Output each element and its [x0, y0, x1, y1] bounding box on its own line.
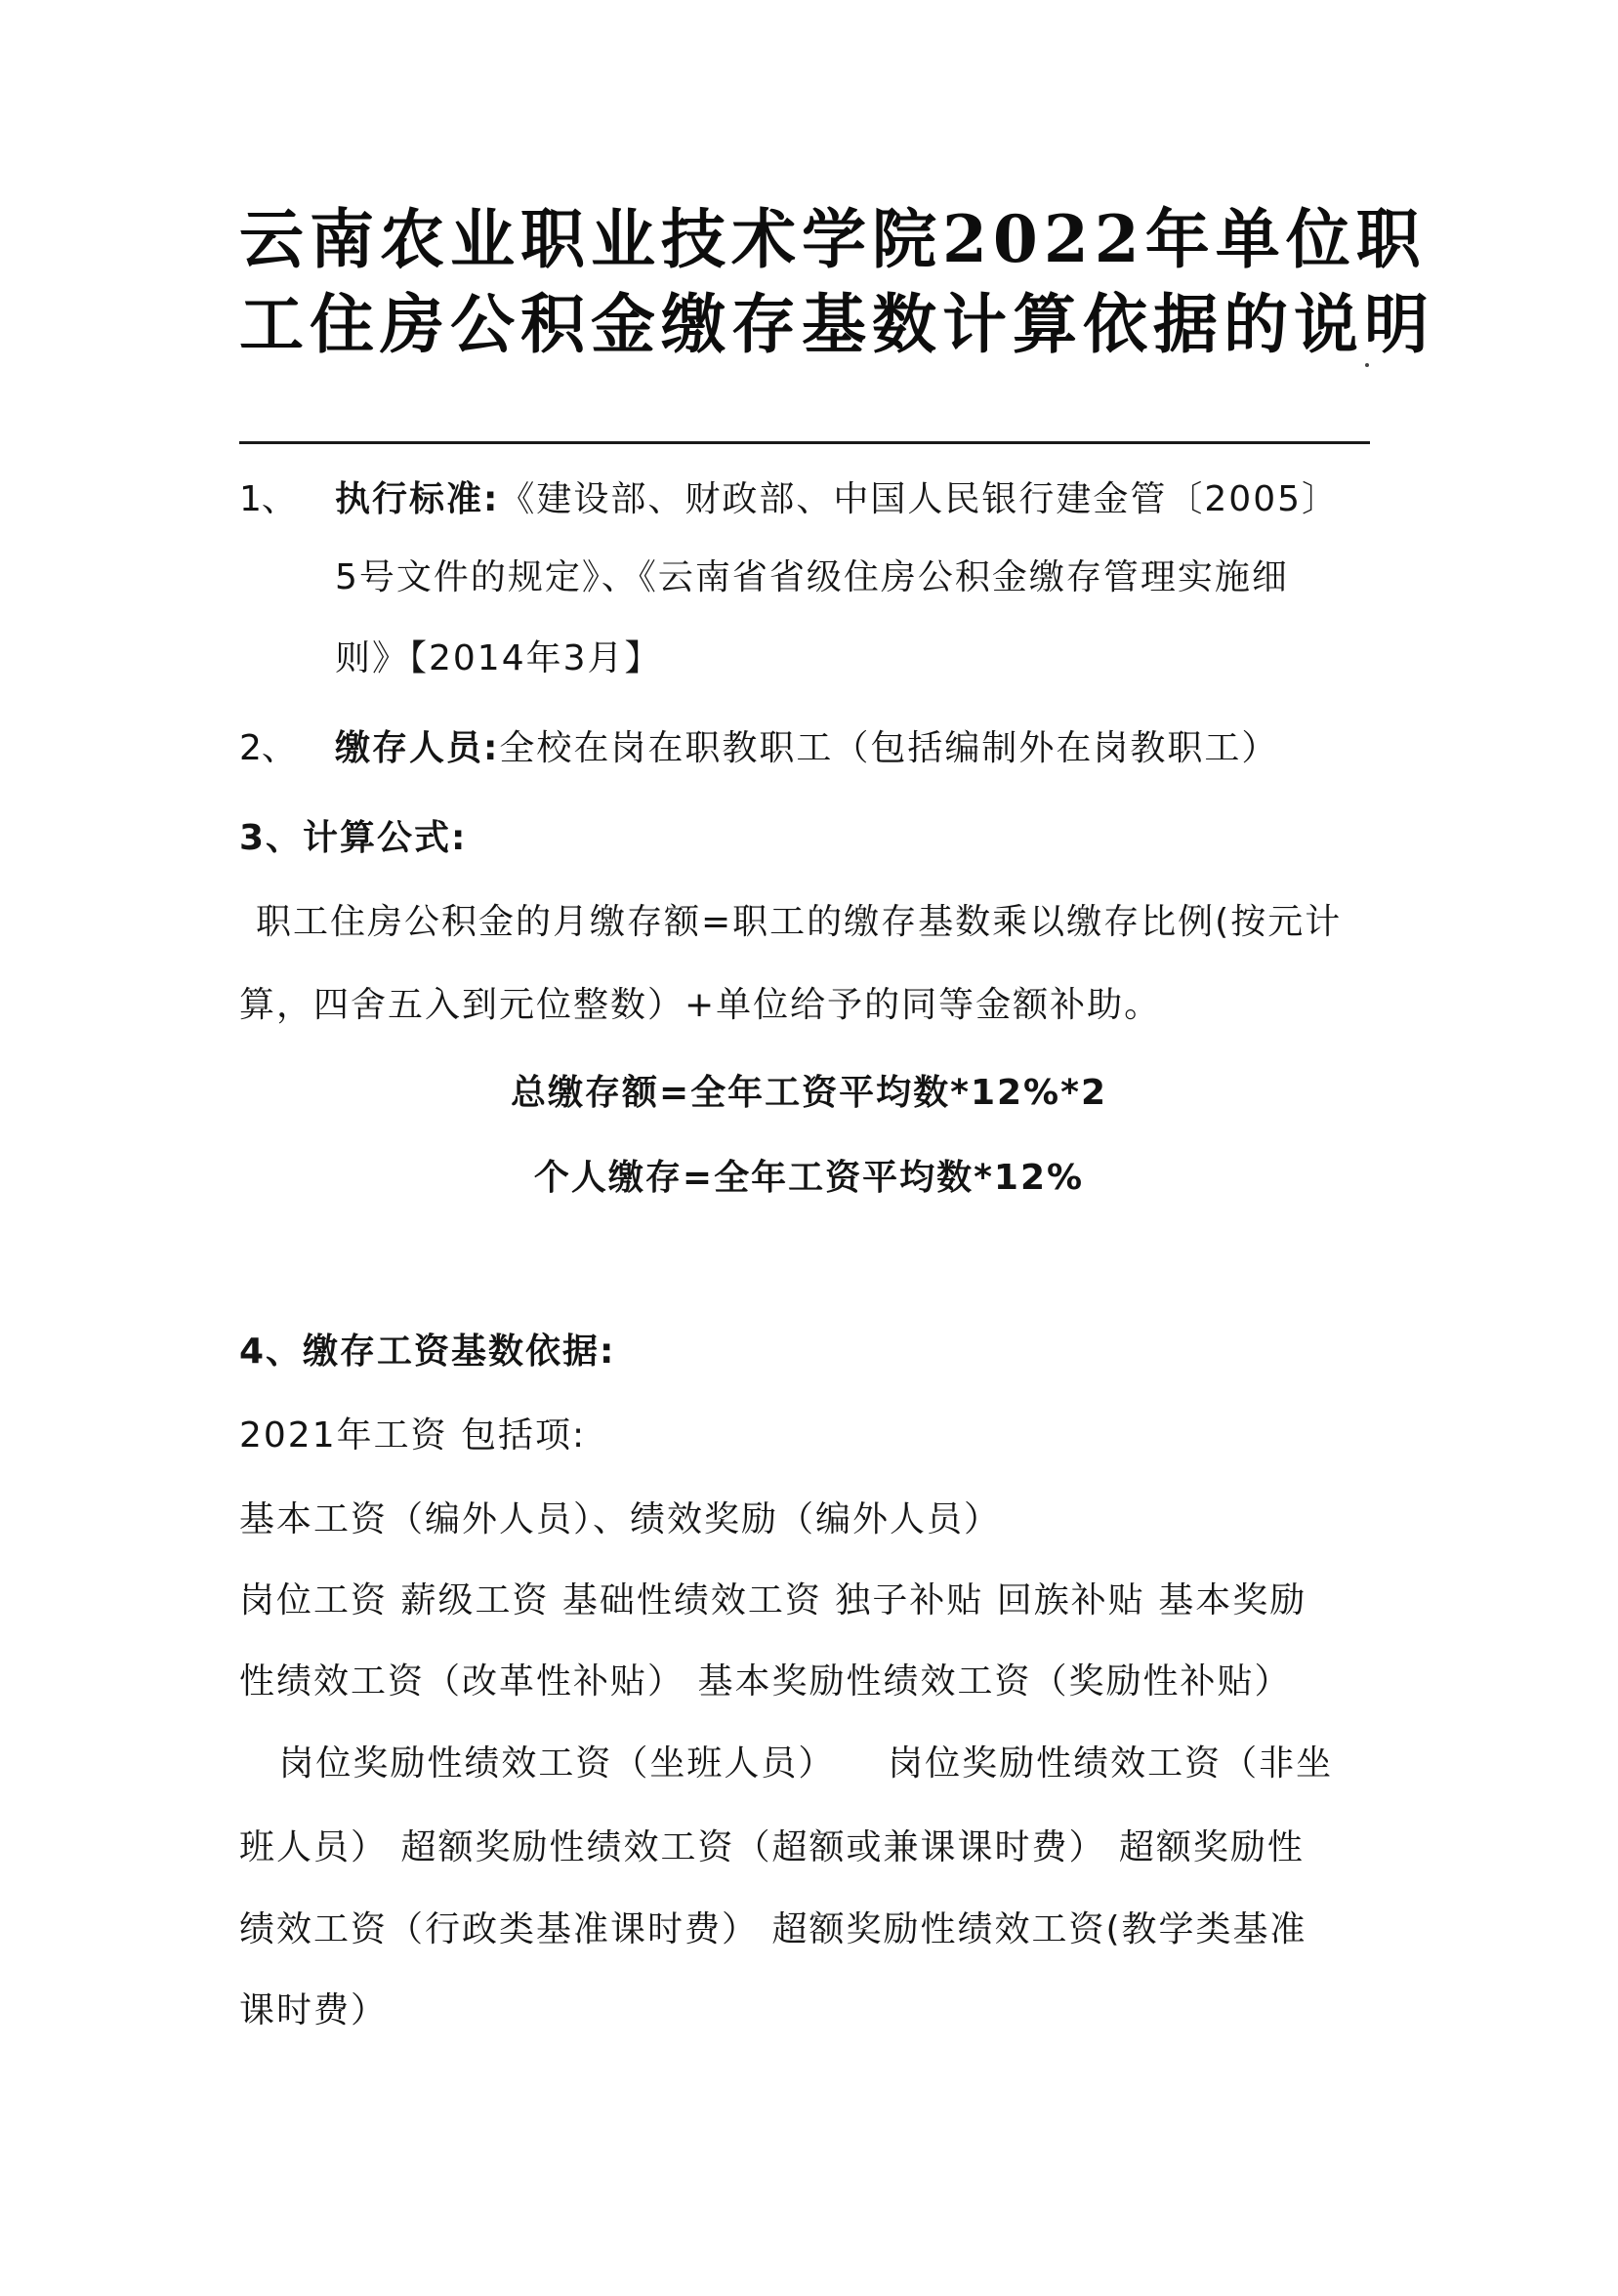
wage-items-line-2: 岗位工资 薪级工资 基础性绩效工资 独子补贴 回族补贴 基本奖励: [239, 1580, 1307, 1620]
section-1-line-3: 则》【2014年3月】: [335, 638, 662, 678]
section-2-line: [335, 722, 1278, 775]
wage-items-line-5: 班人员） 超额奖励性绩效工资（超额或兼课课时费） 超额奖励性: [239, 1827, 1305, 1867]
wage-items-line-7: 课时费）: [239, 1990, 389, 2030]
section-1-number: 1、: [239, 479, 297, 519]
section-2-number: 2、: [239, 728, 297, 768]
section-4-intro: 2021年工资 包括项:: [239, 1415, 587, 1456]
document-title-line-1: 云南农业职业技术学院2022年单位职: [239, 201, 1427, 277]
wage-items-line-1: 基本工资（编外人员）、绩效奖励（编外人员）: [239, 1499, 1002, 1539]
section-3-paragraph-line-1: 职工住房公积金的月缴存额=职工的缴存基数乘以缴存比例(按元计: [256, 902, 1343, 942]
section-2-label: 缴存人员:: [335, 728, 500, 768]
title-divider: [239, 441, 1370, 444]
section-1-line-2: 5号文件的规定》、《云南省省级住房公积金缴存管理实施细: [335, 557, 1289, 597]
section-4-heading: 4、缴存工资基数依据:: [239, 1332, 616, 1372]
wage-items-line-6: 绩效工资（行政类基准课时费） 超额奖励性绩效工资(教学类基准: [239, 1909, 1307, 1949]
wage-items-line-3: 性绩效工资（改革性补贴） 基本奖励性绩效工资（奖励性补贴）: [239, 1661, 1292, 1702]
section-1-text: 《建设部、财政部、中国人民银行建金管〔2005〕: [499, 479, 1340, 519]
formula-total-contribution: 总缴存额=全年工资平均数*12%*2: [510, 1073, 1108, 1113]
section-3-heading: 3、计算公式:: [239, 818, 468, 858]
section-3-paragraph-line-2: 算，四舍五入到元位整数）+单位给予的同等金额补助。: [239, 985, 1162, 1025]
section-1-label: 执行标准:: [335, 479, 500, 519]
formula-personal-contribution: 个人缴存=全年工资平均数*12%: [533, 1158, 1085, 1198]
section-2-text: 全校在岗在职教职工（包括编制外在岗教职工）: [499, 728, 1279, 768]
wage-items-line-4: 岗位奖励性绩效工资（坐班人员） 岗位奖励性绩效工资（非坐: [239, 1743, 1334, 1784]
section-1-line-1: [335, 473, 1339, 526]
ink-speck: [1365, 363, 1369, 367]
document-title-line-2: 工住房公积金缴存基数计算依据的说明: [239, 286, 1434, 362]
